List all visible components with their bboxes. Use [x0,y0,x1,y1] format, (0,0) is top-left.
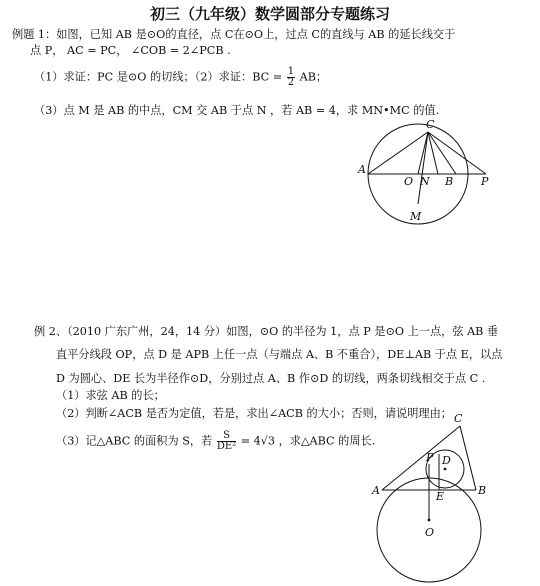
ex2-line1: 例 2、（2010 广东广州，24，14 分）如图，⊙O 的半径为 1，点 P 是⊙O 上一点，弦 AB 垂 [34,325,499,338]
ex2-label-a: A [372,484,380,497]
ex1-q1-prefix: （1）求证：PC 是⊙O 的切线；（2）求证：BC = [34,70,283,84]
ex1-line1: 例题 1：如图，已知 AB 是⊙O的直径，点 C在⊙O上，过点 C的直线与 AB 的延长线交于 [12,28,456,41]
ex2-q3-prefix: （3）记△ABC 的面积为 S，若 [56,434,213,448]
ex2-question2: （2）判断∠ACB 是否为定值，若是，求出∠ACB 的大小；否则，请说明理由； [56,407,452,420]
ex2-point-d [444,468,447,471]
ex2-figure [368,412,508,582]
ex2-label-o: O [425,526,435,539]
ex1-label-a: A [358,163,366,176]
ex2-label-p: P [426,451,434,464]
ex1-line2: 点 P， AC = PC， ∠COB = 2∠PCB . [30,44,231,57]
ex1-q1-frac-den: 2 [287,77,295,88]
ex1-label-o: O [404,175,414,188]
ex1-figure [356,118,516,232]
ex2-q3-fraction [217,431,236,452]
page-title: 初三（九年级）数学圆部分专题练习 [149,5,390,23]
ex2-line3: D 为圆心、DE 长为半径作⊙D，分别过点 A、B 作⊙D 的切线，两条切线相交于点 C . [56,372,486,385]
ex1-segment-cb [428,132,456,174]
ex2-label-b: B [478,484,487,497]
ex2-tangent-bc [460,426,476,490]
ex2-q3-suffix: = 4√3 ，求△ABC 的周长. [240,434,376,448]
ex2-question3 [56,431,375,452]
ex2-label-c: C [454,412,463,425]
ex2-line2: 直平分线段 OP，点 D 是 APB 上任一点（与端点 A、B 不重合），DE⊥AB 于点 E，以点 [56,348,503,361]
ex2-q3-frac-num: S [217,431,236,442]
ex1-label-m: M [410,210,422,223]
ex1-label-p: P [481,175,489,188]
ex2-label-e: E [436,490,445,503]
ex1-question3: （3）点 M 是 AB 的中点，CM 交 AB 于点 N ，若 AB = 4，求 MN•MC 的值. [34,104,440,117]
ex1-label-b: B [445,175,454,188]
ex1-label-c: C [426,118,435,131]
ex1-label-n: N [420,175,430,188]
ex1-question1 [34,67,327,88]
ex1-q1-frac-num: 1 [287,66,295,77]
ex1-q1-fraction [287,67,295,88]
ex2-q3-frac-den: DE² [216,441,237,452]
ex2-question1: （1）求弦 AB 的长； [56,389,165,402]
ex2-point-o [428,519,431,522]
ex1-q1-suffix: AB； [299,70,328,84]
ex2-label-d: D [442,454,451,467]
